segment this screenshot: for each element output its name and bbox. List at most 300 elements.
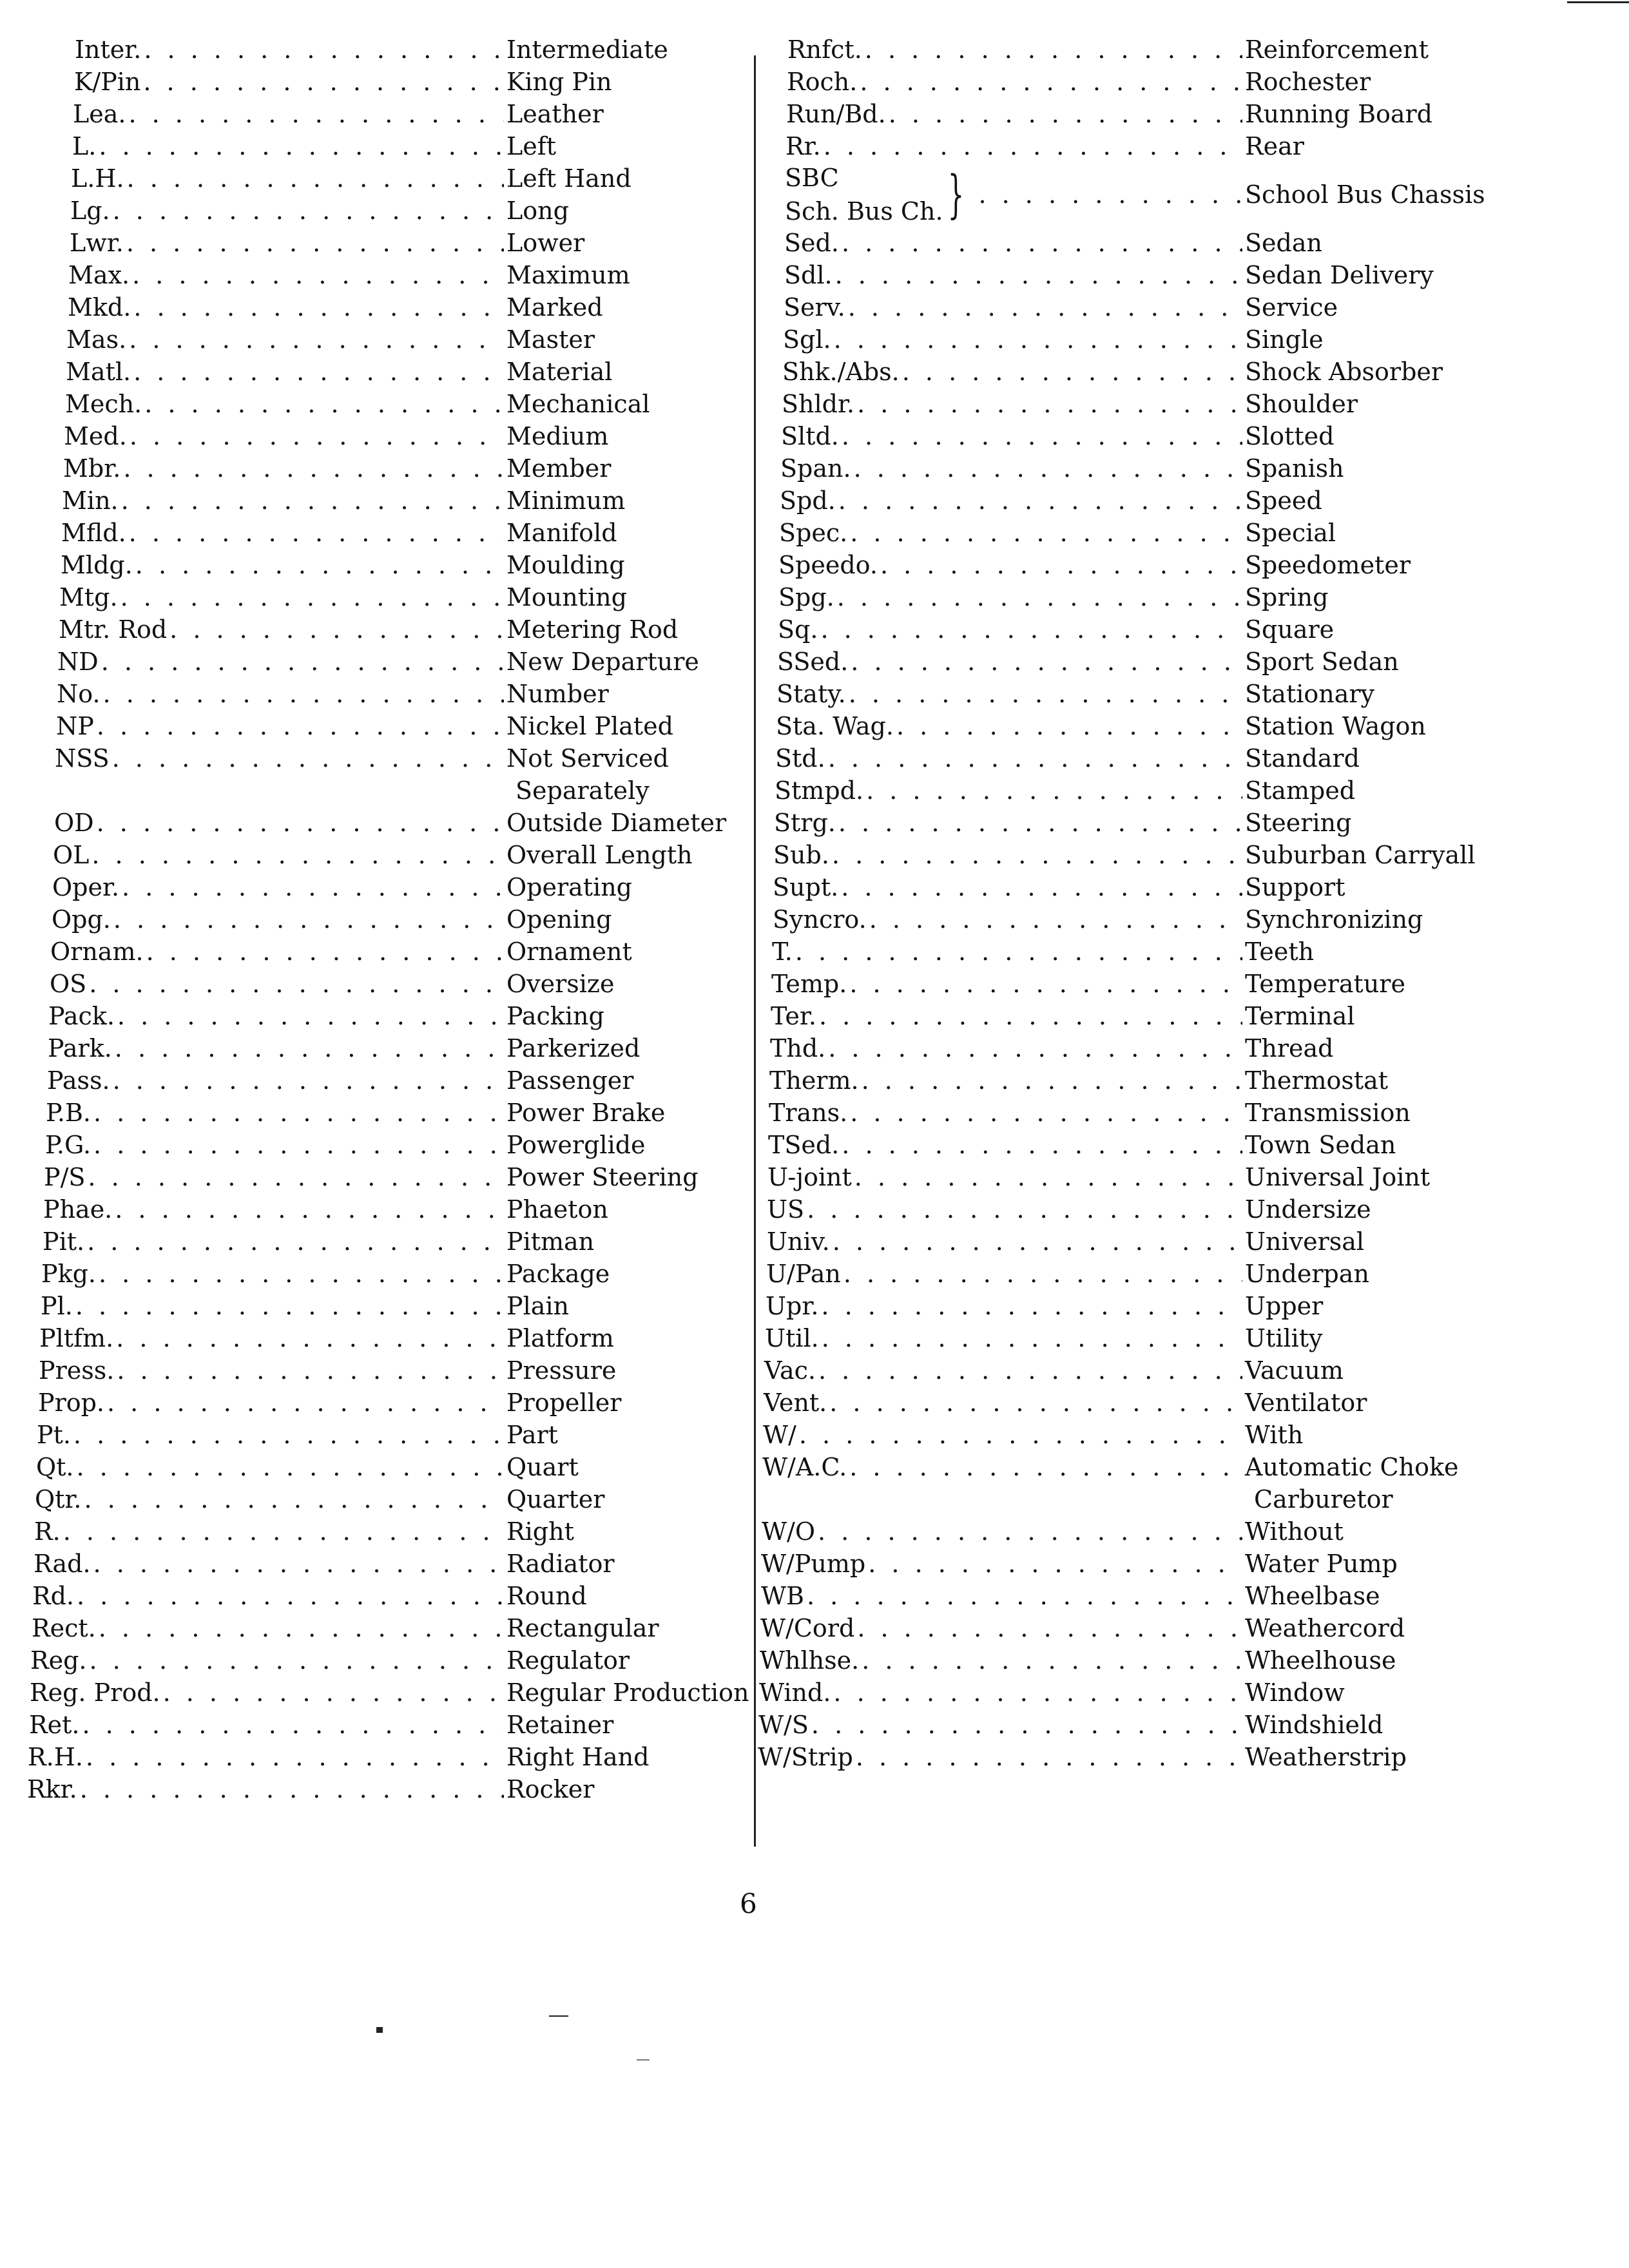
abbreviation-meaning: Universal Joint xyxy=(1245,1163,1431,1191)
abbreviation-meaning: Undersize xyxy=(1245,1195,1371,1224)
abbreviation-entry-l xyxy=(72,130,719,162)
abbreviation-term: Rd. xyxy=(32,1582,75,1610)
abbreviation-meaning: Teeth xyxy=(1245,937,1315,966)
abbreviation-entry-pltfm xyxy=(39,1322,719,1354)
abbreviation-entry-rect xyxy=(32,1612,719,1644)
abbreviation-term: P/S xyxy=(44,1163,86,1191)
abbreviation-entry-sed xyxy=(784,227,1483,259)
abbreviation-meaning: Right xyxy=(506,1517,574,1546)
abbreviation-entry-pit xyxy=(43,1225,719,1258)
dot-leader xyxy=(133,356,504,388)
dot-leader xyxy=(854,452,1242,485)
abbreviation-meaning: Transmission xyxy=(1245,1099,1411,1127)
dot-leader xyxy=(84,1483,505,1515)
abbreviation-meaning: Sedan Delivery xyxy=(1245,261,1434,289)
abbreviation-entry-wind xyxy=(759,1677,1483,1709)
abbreviation-meaning: Metering Rod xyxy=(506,615,679,644)
abbreviation-term: W/ xyxy=(763,1421,796,1449)
abbreviation-term: K/Pin xyxy=(74,68,141,96)
abbreviation-entry-pt xyxy=(37,1419,719,1451)
abbreviation-term: Shk./Abs. xyxy=(782,358,900,386)
abbreviation-term: Univ. xyxy=(767,1227,830,1256)
abbreviation-meaning: Thread xyxy=(1245,1034,1334,1062)
abbreviation-meaning: Utility xyxy=(1245,1324,1323,1352)
abbreviation-term-line: SBC xyxy=(785,164,839,192)
abbreviation-term: W/Strip xyxy=(758,1743,853,1771)
abbreviation-entry-us xyxy=(767,1193,1483,1225)
abbreviation-entry-syncro xyxy=(773,903,1483,936)
abbreviation-meaning: Ventilator xyxy=(1245,1389,1367,1417)
abbreviation-entry-max xyxy=(68,259,719,291)
abbreviation-entry-mbr xyxy=(63,452,719,485)
abbreviation-entry-mtg xyxy=(59,581,719,613)
abbreviation-entry-mldg xyxy=(61,549,719,581)
abbreviation-entry-whlhse xyxy=(760,1644,1483,1677)
page-number: 6 xyxy=(740,1888,757,1919)
abbreviation-meaning: Suburban Carryall xyxy=(1245,841,1476,869)
dot-leader xyxy=(819,1000,1242,1032)
abbreviation-entry-sgl xyxy=(783,323,1483,356)
dot-leader xyxy=(129,517,504,549)
abbreviation-term: Vent. xyxy=(764,1389,827,1417)
abbreviation-term: Trans. xyxy=(769,1099,848,1127)
dot-leader xyxy=(97,807,504,839)
abbreviation-term: Opg. xyxy=(52,905,111,934)
abbreviation-entry-mtr-rod xyxy=(59,613,719,646)
dot-leader xyxy=(795,936,1242,968)
abbreviation-term: Strg. xyxy=(774,809,836,837)
abbreviation-entry-vac xyxy=(764,1354,1483,1387)
dot-leader xyxy=(115,1193,504,1225)
dot-leader xyxy=(828,1032,1242,1064)
abbreviation-term: Supt. xyxy=(773,873,839,901)
abbreviation-term: Med. xyxy=(64,422,127,450)
abbreviation-term: Mkd. xyxy=(68,293,131,322)
abbreviation-term: Therm. xyxy=(769,1066,859,1095)
dot-leader xyxy=(93,1129,504,1161)
abbreviation-meaning: Mechanical xyxy=(506,390,650,418)
abbreviation-term: Matl. xyxy=(66,358,131,386)
abbreviation-meaning: Master xyxy=(506,325,595,354)
column-divider xyxy=(754,55,756,1847)
abbreviation-entry-p-b xyxy=(46,1097,719,1129)
abbreviation-entry-sq xyxy=(778,613,1483,646)
dot-leader xyxy=(135,549,504,581)
abbreviation-term: Rr. xyxy=(786,132,821,160)
abbreviation-term: Mfld. xyxy=(61,519,126,547)
abbreviation-term: T. xyxy=(772,937,793,966)
abbreviation-meaning: Manifold xyxy=(506,519,617,547)
abbreviation-meaning: Reinforcement xyxy=(1245,35,1429,64)
abbreviation-meaning: Material xyxy=(506,358,613,386)
abbreviation-entry-pack xyxy=(48,1000,719,1032)
abbreviation-term: W/O xyxy=(762,1517,816,1546)
abbreviation-meaning: Shoulder xyxy=(1245,390,1358,418)
abbreviation-term: R.H. xyxy=(28,1743,83,1771)
abbreviation-term: Rkr. xyxy=(27,1775,77,1803)
dot-leader xyxy=(841,871,1242,903)
abbreviation-term: Thd. xyxy=(770,1034,826,1062)
abbreviation-term: Park. xyxy=(48,1034,112,1062)
dot-leader xyxy=(88,1161,504,1193)
abbreviation-meaning: Support xyxy=(1245,873,1345,901)
dot-leader xyxy=(880,549,1242,581)
dot-leader xyxy=(843,1258,1242,1290)
dot-leader xyxy=(122,871,504,903)
abbreviation-meaning: Plain xyxy=(506,1292,570,1320)
abbreviation-meaning xyxy=(1245,1451,1483,1515)
abbreviation-entry-l-h xyxy=(71,162,719,195)
abbreviation-term: Rect. xyxy=(32,1614,96,1642)
left-abbreviation-column xyxy=(27,34,749,1805)
dot-leader xyxy=(829,1387,1242,1419)
dot-leader xyxy=(811,1709,1242,1741)
abbreviation-meaning: Shock Absorber xyxy=(1245,358,1443,386)
abbreviation-meaning: Oversize xyxy=(506,970,615,998)
abbreviation-meaning: Rochester xyxy=(1245,68,1371,96)
abbreviation-entry-r xyxy=(34,1515,719,1548)
abbreviation-entry-k-pin xyxy=(74,66,719,98)
abbreviation-meaning: Number xyxy=(506,680,609,708)
abbreviation-meaning: Station Wagon xyxy=(1245,712,1426,740)
abbreviation-meaning: Package xyxy=(506,1260,610,1288)
abbreviation-term: NSS xyxy=(55,744,110,773)
dot-leader xyxy=(822,1322,1242,1354)
dot-leader xyxy=(799,1419,1242,1451)
abbreviation-meaning: Radiator xyxy=(506,1550,615,1578)
abbreviation-meaning: Wheelhouse xyxy=(1245,1646,1396,1675)
dot-leader xyxy=(113,195,504,227)
abbreviation-term: Sed. xyxy=(784,229,839,257)
dot-leader xyxy=(130,420,504,452)
abbreviation-term: Lg. xyxy=(70,197,110,225)
dot-leader xyxy=(117,1354,504,1387)
abbreviation-meaning: Square xyxy=(1245,615,1335,644)
dot-leader xyxy=(113,1064,504,1097)
abbreviation-meaning: Windshield xyxy=(1245,1711,1383,1739)
dot-leader xyxy=(838,485,1242,517)
abbreviation-term: SSed. xyxy=(777,648,849,676)
dot-leader xyxy=(818,1515,1242,1548)
abbreviation-entry-w xyxy=(763,1419,1483,1451)
abbreviation-meaning: Ornament xyxy=(506,937,632,966)
abbreviation-entry-tsed xyxy=(768,1129,1483,1161)
abbreviation-term: Oper. xyxy=(52,873,120,901)
dot-leader xyxy=(121,485,504,517)
abbreviation-entry-w-o xyxy=(762,1515,1483,1548)
dot-leader xyxy=(833,1677,1242,1709)
dot-leader xyxy=(115,1032,504,1064)
dot-leader xyxy=(865,34,1242,66)
abbreviation-term xyxy=(785,161,943,228)
abbreviation-term: L.H. xyxy=(71,164,124,193)
abbreviation-meaning: Minimum xyxy=(506,486,626,515)
abbreviation-meaning: Sedan xyxy=(1245,229,1322,257)
dot-leader xyxy=(75,1290,504,1322)
abbreviation-term: Spec. xyxy=(779,519,848,547)
dot-leader xyxy=(99,130,504,162)
dot-leader xyxy=(93,1548,504,1580)
abbreviation-term: OL xyxy=(53,841,90,869)
abbreviation-meaning: Regular Production xyxy=(506,1678,749,1707)
dot-leader xyxy=(86,1741,504,1773)
abbreviation-entry-opg xyxy=(52,903,719,936)
dot-leader xyxy=(146,936,504,968)
top-edge-rule xyxy=(1567,1,1629,3)
dot-leader xyxy=(89,968,504,1000)
abbreviation-meaning: Operating xyxy=(506,873,633,901)
dot-leader xyxy=(850,1097,1242,1129)
abbreviation-meaning: Town Sedan xyxy=(1245,1131,1396,1159)
dot-leader xyxy=(103,678,504,710)
right-abbreviation-column xyxy=(758,34,1485,1773)
abbreviation-term: Reg. Prod. xyxy=(30,1678,160,1707)
abbreviation-meaning: Medium xyxy=(506,422,609,450)
abbreviation-term: NP xyxy=(56,712,94,740)
abbreviation-meaning: Terminal xyxy=(1245,1002,1355,1030)
abbreviation-term: Std. xyxy=(775,744,825,773)
abbreviation-meaning: Right Hand xyxy=(506,1743,650,1771)
abbreviation-meaning: Weatherstrip xyxy=(1245,1743,1407,1771)
abbreviation-entry-speedo xyxy=(778,549,1483,581)
abbreviation-entry-shk-abs xyxy=(782,356,1483,388)
abbreviation-meaning: Without xyxy=(1245,1517,1344,1546)
abbreviation-meaning: Speedometer xyxy=(1245,551,1411,579)
abbreviation-entry-nd xyxy=(57,646,719,678)
abbreviation-entry-sub xyxy=(773,839,1483,871)
abbreviation-term: W/S xyxy=(758,1711,809,1739)
abbreviation-meaning: With xyxy=(1245,1421,1304,1449)
dot-leader xyxy=(107,1387,504,1419)
abbreviation-term: Serv. xyxy=(784,293,845,322)
abbreviation-meaning: Rear xyxy=(1245,132,1304,160)
abbreviation-entry-stmpd xyxy=(775,774,1483,807)
abbreviation-entry-ret xyxy=(29,1709,719,1741)
abbreviation-meaning: Thermostat xyxy=(1245,1066,1389,1095)
scan-speck xyxy=(549,2015,568,2017)
abbreviation-entry-lg xyxy=(70,195,719,227)
dot-leader xyxy=(868,1548,1242,1580)
abbreviation-meaning: Spring xyxy=(1245,583,1329,611)
abbreviation-meaning: Quart xyxy=(506,1453,579,1481)
abbreviation-term: OS xyxy=(50,970,87,998)
abbreviation-meaning: Intermediate xyxy=(506,35,668,64)
dot-leader xyxy=(820,613,1242,646)
dot-leader xyxy=(978,178,1242,211)
abbreviation-term: Rad. xyxy=(34,1550,91,1578)
abbreviation-term: W/A.C. xyxy=(762,1453,847,1481)
scan-speck xyxy=(376,2027,383,2033)
abbreviation-meaning: Mounting xyxy=(506,583,627,611)
abbreviation-term: Rnfct. xyxy=(787,35,862,64)
abbreviation-term: Shldr. xyxy=(782,390,855,418)
abbreviation-term: Sub. xyxy=(773,841,829,869)
abbreviation-entry-oper xyxy=(52,871,719,903)
abbreviation-term: W/Cord xyxy=(760,1614,855,1642)
abbreviation-entry-w-pump xyxy=(761,1548,1483,1580)
abbreviation-entry-vent xyxy=(764,1387,1483,1419)
dot-leader xyxy=(101,646,504,678)
abbreviation-meaning: Platform xyxy=(506,1324,614,1352)
abbreviation-term: P.G. xyxy=(45,1131,92,1159)
abbreviation-term: Lea. xyxy=(73,100,126,128)
dot-leader xyxy=(93,1097,504,1129)
abbreviation-entry-rr xyxy=(786,130,1483,162)
abbreviation-meaning: Power Steering xyxy=(506,1163,699,1191)
dot-leader xyxy=(857,1612,1242,1644)
abbreviation-entry-min xyxy=(62,485,719,517)
abbreviation-entry-qtr xyxy=(35,1483,719,1515)
abbreviation-entry-spg xyxy=(778,581,1483,613)
abbreviation-meaning: Stamped xyxy=(1245,776,1356,805)
abbreviation-term: Ret. xyxy=(29,1711,80,1739)
abbreviation-term: Staty. xyxy=(776,680,846,708)
abbreviation-entry-phae xyxy=(43,1193,719,1225)
dot-leader xyxy=(63,1515,504,1548)
dot-leader xyxy=(896,710,1242,742)
abbreviation-term: Sgl. xyxy=(783,325,831,354)
abbreviation-entry-sdl xyxy=(784,259,1483,291)
abbreviation-term: Spg. xyxy=(778,583,834,611)
dot-leader xyxy=(838,807,1242,839)
abbreviation-term: L. xyxy=(72,132,97,160)
abbreviation-entry-spec xyxy=(779,517,1483,549)
abbreviation-meaning: Running Board xyxy=(1245,100,1433,128)
brace-icon: } xyxy=(947,164,964,224)
dot-leader xyxy=(113,903,504,936)
abbreviation-term: W/Pump xyxy=(761,1550,866,1578)
abbreviation-meaning: Round xyxy=(506,1582,587,1610)
dot-leader xyxy=(851,646,1242,678)
abbreviation-term: Ter. xyxy=(771,1002,816,1030)
dot-leader xyxy=(854,1161,1242,1193)
abbreviation-meaning: Quarter xyxy=(506,1485,605,1514)
abbreviation-meaning: Member xyxy=(506,454,612,483)
abbreviation-entry-w-s xyxy=(758,1709,1483,1741)
abbreviation-entry-press xyxy=(39,1354,719,1387)
abbreviation-meaning: Vacuum xyxy=(1245,1356,1344,1385)
dot-leader xyxy=(87,1225,504,1258)
abbreviation-entry-serv xyxy=(784,291,1483,323)
abbreviation-meaning: Pitman xyxy=(506,1227,595,1256)
abbreviation-term: Sltd. xyxy=(781,422,839,450)
abbreviation-meaning: Special xyxy=(1245,519,1336,547)
dot-leader xyxy=(90,1644,504,1677)
abbreviation-meaning: Single xyxy=(1245,325,1324,354)
abbreviation-term: Pack. xyxy=(48,1002,115,1030)
dot-leader xyxy=(818,1354,1242,1387)
dot-leader xyxy=(80,1773,504,1805)
dot-leader xyxy=(842,420,1242,452)
abbreviation-entry-span xyxy=(780,452,1483,485)
abbreviation-entry-ter xyxy=(771,1000,1483,1032)
abbreviation-entry-od xyxy=(54,807,727,839)
abbreviation-term-line: Sch. Bus Ch. xyxy=(785,197,943,226)
abbreviation-term: U-joint xyxy=(767,1163,852,1191)
abbreviation-meaning: Nickel Plated xyxy=(506,712,673,740)
abbreviation-entry-util xyxy=(765,1322,1483,1354)
abbreviation-term: Phae. xyxy=(43,1195,113,1224)
dot-leader xyxy=(144,34,504,66)
abbreviation-meaning: Window xyxy=(1245,1678,1345,1707)
abbreviation-entry-wb xyxy=(761,1580,1483,1612)
abbreviation-meaning: Rocker xyxy=(506,1775,595,1803)
abbreviation-meaning: New Departure xyxy=(506,648,699,676)
abbreviation-meaning: King Pin xyxy=(506,68,612,96)
abbreviation-term: Sdl. xyxy=(784,261,833,289)
dot-leader xyxy=(73,1419,504,1451)
abbreviation-entry-inter xyxy=(75,34,719,66)
abbreviation-entry-prop xyxy=(38,1387,719,1419)
abbreviation-entry-mfld xyxy=(61,517,719,549)
abbreviation-entry-sta-wag xyxy=(776,710,1483,742)
abbreviation-entry-upr xyxy=(766,1290,1483,1322)
dot-leader xyxy=(821,1290,1242,1322)
abbreviation-term: Pkg. xyxy=(41,1260,96,1288)
dot-leader xyxy=(77,1580,504,1612)
dot-leader xyxy=(860,66,1242,98)
abbreviation-term: ND xyxy=(57,648,99,676)
dot-leader xyxy=(842,1129,1242,1161)
abbreviation-entry-w-strip xyxy=(758,1741,1483,1773)
abbreviation-term: Pit. xyxy=(43,1227,85,1256)
dot-leader xyxy=(128,98,504,130)
abbreviation-term: Whlhse. xyxy=(760,1646,860,1675)
abbreviation-meaning: Spanish xyxy=(1245,454,1344,483)
abbreviation-meaning: Upper xyxy=(1245,1292,1324,1320)
abbreviation-meaning: Wheelbase xyxy=(1245,1582,1380,1610)
abbreviation-term: Inter. xyxy=(75,35,142,64)
abbreviation-meaning: Phaeton xyxy=(506,1195,608,1224)
abbreviation-entry-matl xyxy=(66,356,719,388)
abbreviation-term: Mtg. xyxy=(59,583,118,611)
abbreviation-term: Qtr. xyxy=(35,1485,82,1514)
abbreviation-entry-qt xyxy=(36,1451,719,1483)
abbreviation-entry-pass xyxy=(47,1064,719,1097)
abbreviation-entry-pkg xyxy=(41,1258,719,1290)
dot-leader xyxy=(889,98,1242,130)
abbreviation-meaning: Synchronizing xyxy=(1245,905,1423,934)
abbreviation-entry-no xyxy=(57,678,719,710)
abbreviation-meaning: Moulding xyxy=(506,551,625,579)
dot-leader xyxy=(828,742,1242,774)
dot-leader xyxy=(99,1612,504,1644)
abbreviation-term: OD xyxy=(54,809,94,837)
abbreviation-meaning-line: Not Serviced xyxy=(506,744,669,773)
dot-leader xyxy=(837,581,1242,613)
abbreviation-meaning: Powerglide xyxy=(506,1131,646,1159)
abbreviation-entry-reg xyxy=(30,1644,719,1677)
dot-leader xyxy=(849,678,1242,710)
dot-leader xyxy=(163,1677,504,1709)
abbreviation-term: Vac. xyxy=(764,1356,816,1385)
abbreviation-entry-univ xyxy=(767,1225,1483,1258)
dot-leader xyxy=(99,1258,504,1290)
abbreviation-entry-sltd xyxy=(781,420,1483,452)
dot-leader xyxy=(869,903,1242,936)
abbreviation-meaning: Stationary xyxy=(1245,680,1375,708)
abbreviation-meaning: Water Pump xyxy=(1245,1550,1398,1578)
abbreviation-term: Pltfm. xyxy=(39,1324,114,1352)
abbreviation-meaning: Leather xyxy=(506,100,604,128)
abbreviation-meaning-line: Carburetor xyxy=(1254,1485,1393,1514)
abbreviation-meaning: Parkerized xyxy=(506,1034,641,1062)
abbreviation-term: No. xyxy=(57,680,101,708)
abbreviation-entry-pl xyxy=(41,1290,719,1322)
dot-leader xyxy=(849,1451,1242,1483)
abbreviation-entry-staty xyxy=(776,678,1483,710)
abbreviation-term: Mtr. Rod xyxy=(59,615,168,644)
